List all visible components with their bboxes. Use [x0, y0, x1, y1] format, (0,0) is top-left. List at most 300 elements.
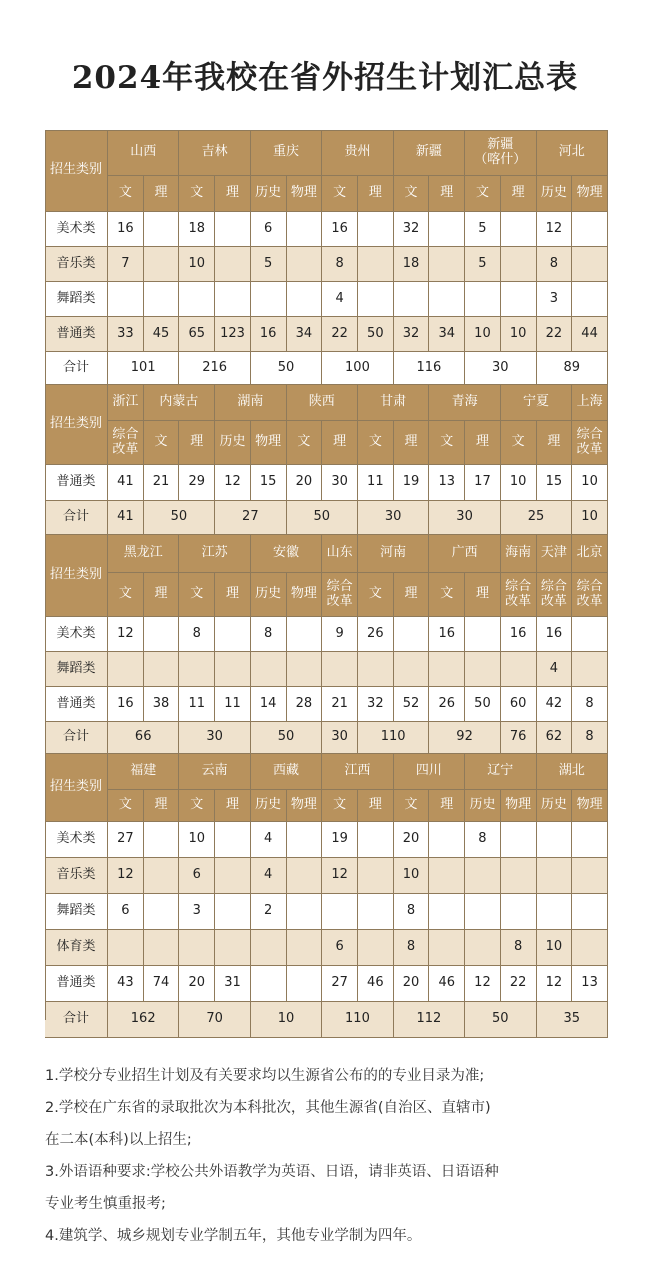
subject-header: 理 [465, 421, 501, 465]
table-cell [465, 930, 501, 966]
table-cell [572, 247, 608, 282]
table-cell: 21 [322, 687, 358, 722]
table-cell [572, 212, 608, 247]
table-cell: 5 [465, 247, 501, 282]
total-cell: 30 [465, 352, 536, 385]
total-cell: 10 [572, 501, 608, 535]
table-cell [358, 858, 394, 894]
table-cell: 34 [429, 317, 465, 352]
table-cell: 28 [287, 687, 323, 722]
table-cell [179, 930, 215, 966]
table-cell [358, 212, 394, 247]
table-cell [429, 652, 465, 687]
table-cell: 32 [394, 317, 430, 352]
subject-header: 物理 [572, 176, 608, 212]
table-cell [251, 966, 287, 1002]
table-cell [537, 858, 573, 894]
row-label: 美术类 [45, 822, 108, 858]
table-cell [287, 212, 323, 247]
total-cell: 50 [144, 501, 215, 535]
table-cell: 20 [287, 465, 323, 501]
province-header: 四川 [394, 754, 465, 790]
table-cell [501, 247, 537, 282]
subject-header: 综合 改革 [322, 573, 358, 617]
subject-header: 历史 [537, 176, 573, 212]
subject-header: 理 [537, 421, 573, 465]
table-cell: 41 [108, 465, 144, 501]
table-cell [251, 930, 287, 966]
total-cell: 76 [501, 722, 537, 754]
total-cell: 66 [108, 722, 179, 754]
table-cell: 38 [144, 687, 180, 722]
table-cell: 26 [358, 617, 394, 652]
subject-header: 理 [215, 176, 251, 212]
table-cell [501, 282, 537, 317]
row-label: 普通类 [45, 317, 108, 352]
table-cell: 10 [501, 317, 537, 352]
table-cell: 17 [465, 465, 501, 501]
table-cell: 12 [322, 858, 358, 894]
table-cell: 12 [537, 212, 573, 247]
subject-header: 物理 [501, 790, 537, 822]
table-cell [358, 282, 394, 317]
row-label: 普通类 [45, 465, 108, 501]
table-cell [215, 930, 251, 966]
province-header: 湖南 [215, 385, 286, 421]
province-header: 吉林 [179, 130, 250, 176]
table-cell [465, 894, 501, 930]
table-cell: 33 [108, 317, 144, 352]
table-cell [287, 282, 323, 317]
subject-header: 文 [144, 421, 180, 465]
subject-header: 综合 改革 [108, 421, 144, 465]
subject-header: 历史 [465, 790, 501, 822]
total-cell: 30 [429, 501, 500, 535]
subject-header: 理 [215, 573, 251, 617]
province-header: 北京 [572, 535, 608, 573]
table-cell [144, 247, 180, 282]
table-cell [465, 282, 501, 317]
table-cell: 18 [179, 212, 215, 247]
total-cell: 112 [394, 1002, 465, 1038]
table-cell: 2 [251, 894, 287, 930]
total-cell: 50 [251, 722, 322, 754]
table-cell [429, 282, 465, 317]
province-header: 青海 [429, 385, 500, 421]
table-cell: 65 [179, 317, 215, 352]
table-cell: 8 [537, 247, 573, 282]
subject-header: 文 [179, 573, 215, 617]
row-label: 普通类 [45, 966, 108, 1002]
table-cell: 16 [322, 212, 358, 247]
subject-header: 文 [179, 176, 215, 212]
table-cell [144, 282, 180, 317]
table-cell: 4 [322, 282, 358, 317]
table-cell: 13 [572, 966, 608, 1002]
table-cell: 22 [322, 317, 358, 352]
subject-header: 历史 [251, 176, 287, 212]
province-header: 浙江 [108, 385, 144, 421]
table-cell [572, 894, 608, 930]
subject-header: 综合 改革 [572, 573, 608, 617]
table-cell [572, 858, 608, 894]
table-cell: 43 [108, 966, 144, 1002]
province-header: 宁夏 [501, 385, 572, 421]
table-cell [251, 282, 287, 317]
subject-header: 综合 改革 [572, 421, 608, 465]
table-cell: 15 [537, 465, 573, 501]
table-cell [322, 894, 358, 930]
subject-header: 物理 [287, 790, 323, 822]
subject-header: 历史 [537, 790, 573, 822]
enrollment-plan-table [45, 130, 608, 1027]
table-cell: 29 [179, 465, 215, 501]
total-cell: 50 [465, 1002, 536, 1038]
table-cell: 46 [429, 966, 465, 1002]
subject-header: 物理 [287, 573, 323, 617]
total-cell: 50 [251, 352, 322, 385]
subject-header: 理 [322, 421, 358, 465]
table-cell [144, 930, 180, 966]
row-label: 普通类 [45, 687, 108, 722]
table-cell [215, 894, 251, 930]
province-header: 内蒙古 [144, 385, 215, 421]
total-cell: 30 [358, 501, 429, 535]
total-cell: 8 [572, 722, 608, 754]
table-cell [501, 858, 537, 894]
table-cell: 26 [429, 687, 465, 722]
table-cell: 32 [394, 212, 430, 247]
total-cell: 30 [322, 722, 358, 754]
table-cell: 16 [108, 212, 144, 247]
table-cell: 27 [322, 966, 358, 1002]
table-cell: 19 [322, 822, 358, 858]
table-cell: 20 [394, 822, 430, 858]
table-cell [287, 858, 323, 894]
table-cell: 12 [215, 465, 251, 501]
table-cell: 16 [251, 317, 287, 352]
category-header: 招生类别 [45, 130, 108, 212]
province-header: 重庆 [251, 130, 322, 176]
table-cell [108, 282, 144, 317]
table-cell: 8 [394, 894, 430, 930]
table-cell: 27 [108, 822, 144, 858]
table-cell [287, 247, 323, 282]
note-line: 专业考生慎重报考; [45, 1196, 166, 1212]
subject-header: 文 [358, 421, 394, 465]
table-cell: 8 [394, 930, 430, 966]
province-header: 贵州 [322, 130, 393, 176]
table-cell [358, 652, 394, 687]
table-cell [429, 858, 465, 894]
notes [45, 1060, 615, 1252]
total-cell: 10 [251, 1002, 322, 1038]
table-cell [429, 822, 465, 858]
table-cell: 5 [465, 212, 501, 247]
row-label: 舞蹈类 [45, 282, 108, 317]
table-cell: 34 [287, 317, 323, 352]
province-header: 新疆 （喀什） [465, 130, 536, 176]
province-header: 云南 [179, 754, 250, 790]
note-line: 1.学校分专业招生计划及有关要求均以生源省公布的的专业目录为准; [45, 1068, 485, 1084]
table-cell [215, 617, 251, 652]
table-cell: 14 [251, 687, 287, 722]
table-cell [144, 894, 180, 930]
table-cell: 3 [179, 894, 215, 930]
row-label: 美术类 [45, 617, 108, 652]
subject-header: 理 [394, 421, 430, 465]
table-cell [144, 652, 180, 687]
table-cell [179, 652, 215, 687]
province-header: 上海 [572, 385, 608, 421]
table-cell [501, 822, 537, 858]
table-cell: 16 [429, 617, 465, 652]
table-cell [537, 822, 573, 858]
table-cell: 46 [358, 966, 394, 1002]
province-header: 江苏 [179, 535, 250, 573]
total-label: 合计 [45, 722, 108, 754]
subject-header: 文 [394, 176, 430, 212]
note-line: 在二本(本科)以上招生; [45, 1132, 192, 1148]
table-cell [358, 894, 394, 930]
note-line: 3.外语语种要求:学校公共外语教学为英语、日语，请非英语、日语语种 [45, 1164, 499, 1180]
province-header: 黑龙江 [108, 535, 179, 573]
table-cell [465, 652, 501, 687]
province-header: 海南 [501, 535, 537, 573]
table-cell [429, 894, 465, 930]
subject-header: 理 [429, 176, 465, 212]
table-cell: 6 [179, 858, 215, 894]
province-header: 西藏 [251, 754, 322, 790]
table-cell: 10 [537, 930, 573, 966]
table-cell [215, 652, 251, 687]
table-cell [215, 247, 251, 282]
table-cell [215, 282, 251, 317]
table-cell: 13 [429, 465, 465, 501]
table-cell: 8 [501, 930, 537, 966]
subject-header: 理 [465, 573, 501, 617]
category-header: 招生类别 [45, 754, 108, 822]
row-label: 音乐类 [45, 858, 108, 894]
total-cell: 35 [537, 1002, 608, 1038]
table-cell [287, 822, 323, 858]
table-cell: 4 [251, 858, 287, 894]
total-cell: 62 [537, 722, 573, 754]
total-cell: 89 [537, 352, 608, 385]
table-cell: 3 [537, 282, 573, 317]
subject-header: 文 [108, 790, 144, 822]
table-cell [287, 930, 323, 966]
row-label: 美术类 [45, 212, 108, 247]
subject-header: 理 [144, 176, 180, 212]
table-cell [287, 966, 323, 1002]
province-header: 山东 [322, 535, 358, 573]
table-cell [394, 282, 430, 317]
province-header: 辽宁 [465, 754, 536, 790]
row-label: 音乐类 [45, 247, 108, 282]
total-cell: 25 [501, 501, 572, 535]
table-cell: 60 [501, 687, 537, 722]
subject-header: 物理 [251, 421, 287, 465]
table-cell [215, 212, 251, 247]
table-cell: 123 [215, 317, 251, 352]
table-cell [537, 894, 573, 930]
table-cell [572, 930, 608, 966]
province-header: 甘肃 [358, 385, 429, 421]
subject-header: 理 [144, 573, 180, 617]
table-cell [501, 894, 537, 930]
table-cell: 18 [394, 247, 430, 282]
table-cell [358, 930, 394, 966]
total-cell: 162 [108, 1002, 179, 1038]
table-cell: 10 [465, 317, 501, 352]
table-cell [358, 822, 394, 858]
province-header: 广西 [429, 535, 500, 573]
table-cell: 4 [251, 822, 287, 858]
subject-header: 理 [358, 176, 394, 212]
subject-header: 历史 [251, 573, 287, 617]
table-cell [144, 212, 180, 247]
province-header: 湖北 [537, 754, 608, 790]
table-cell: 20 [179, 966, 215, 1002]
subject-header: 理 [501, 176, 537, 212]
table-cell: 10 [394, 858, 430, 894]
table-cell [251, 652, 287, 687]
total-label: 合计 [45, 1002, 108, 1038]
table-cell [429, 247, 465, 282]
table-cell: 11 [179, 687, 215, 722]
row-label: 体育类 [45, 930, 108, 966]
table-cell [358, 247, 394, 282]
subject-header: 理 [144, 790, 180, 822]
total-cell: 70 [179, 1002, 250, 1038]
province-header: 河南 [358, 535, 429, 573]
table-cell [394, 617, 430, 652]
table-cell: 10 [179, 822, 215, 858]
table-cell: 10 [501, 465, 537, 501]
table-cell [144, 617, 180, 652]
subject-header: 文 [465, 176, 501, 212]
table-cell: 31 [215, 966, 251, 1002]
table-cell: 45 [144, 317, 180, 352]
table-cell [287, 894, 323, 930]
table-cell: 8 [322, 247, 358, 282]
table-cell: 16 [108, 687, 144, 722]
table-cell [572, 282, 608, 317]
table-cell [108, 930, 144, 966]
total-cell: 100 [322, 352, 393, 385]
total-cell: 30 [179, 722, 250, 754]
province-header: 山西 [108, 130, 179, 176]
total-cell: 41 [108, 501, 144, 535]
province-header: 江西 [322, 754, 393, 790]
subject-header: 文 [179, 790, 215, 822]
table-cell: 32 [358, 687, 394, 722]
subject-header: 文 [429, 421, 465, 465]
table-cell: 42 [537, 687, 573, 722]
table-cell [322, 652, 358, 687]
table-cell: 11 [215, 687, 251, 722]
total-cell: 27 [215, 501, 286, 535]
table-cell [465, 617, 501, 652]
table-cell: 7 [108, 247, 144, 282]
table-cell [572, 822, 608, 858]
note-line: 4.建筑学、城乡规划专业学制五年，其他专业学制为四年。 [45, 1228, 422, 1244]
table-cell: 6 [251, 212, 287, 247]
table-cell: 21 [144, 465, 180, 501]
subject-header: 文 [501, 421, 537, 465]
subject-header: 物理 [287, 176, 323, 212]
subject-header: 物理 [572, 790, 608, 822]
subject-header: 文 [429, 573, 465, 617]
table-cell: 12 [537, 966, 573, 1002]
total-cell: 101 [108, 352, 179, 385]
table-cell: 22 [501, 966, 537, 1002]
table-cell: 8 [251, 617, 287, 652]
subject-header: 综合 改革 [501, 573, 537, 617]
table-cell [429, 212, 465, 247]
province-header: 天津 [537, 535, 573, 573]
table-cell: 10 [179, 247, 215, 282]
total-cell: 50 [287, 501, 358, 535]
page-title: 2024年我校在省外招生计划汇总表 [71, 60, 579, 96]
table-cell: 74 [144, 966, 180, 1002]
table-cell [287, 617, 323, 652]
note-line: 2.学校在广东省的录取批次为本科批次，其他生源省(自治区、直辖市) [45, 1100, 491, 1116]
table-cell: 50 [465, 687, 501, 722]
table-cell: 12 [465, 966, 501, 1002]
subject-header: 理 [215, 790, 251, 822]
table-cell: 22 [537, 317, 573, 352]
table-cell [572, 617, 608, 652]
table-cell: 6 [108, 894, 144, 930]
table-cell [429, 930, 465, 966]
table-cell: 15 [251, 465, 287, 501]
table-cell: 50 [358, 317, 394, 352]
province-header: 新疆 [394, 130, 465, 176]
total-cell: 216 [179, 352, 250, 385]
subject-header: 理 [179, 421, 215, 465]
table-cell: 8 [572, 687, 608, 722]
table-cell [465, 858, 501, 894]
table-cell [394, 652, 430, 687]
subject-header: 文 [358, 573, 394, 617]
table-cell [215, 822, 251, 858]
table-cell: 30 [322, 465, 358, 501]
table-cell: 8 [179, 617, 215, 652]
table-cell: 12 [108, 617, 144, 652]
table-cell: 10 [572, 465, 608, 501]
table-cell [501, 212, 537, 247]
table-cell [144, 858, 180, 894]
table-cell: 44 [572, 317, 608, 352]
table-cell: 19 [394, 465, 430, 501]
subject-header: 综合 改革 [537, 573, 573, 617]
table-cell: 5 [251, 247, 287, 282]
total-label: 合计 [45, 352, 108, 385]
subject-header: 文 [287, 421, 323, 465]
table-cell: 8 [465, 822, 501, 858]
category-header: 招生类别 [45, 535, 108, 617]
total-cell: 110 [358, 722, 429, 754]
total-cell: 92 [429, 722, 500, 754]
table-cell: 4 [537, 652, 573, 687]
table-cell: 12 [108, 858, 144, 894]
table-cell [144, 822, 180, 858]
total-cell: 116 [394, 352, 465, 385]
subject-header: 文 [108, 573, 144, 617]
table-cell [287, 652, 323, 687]
